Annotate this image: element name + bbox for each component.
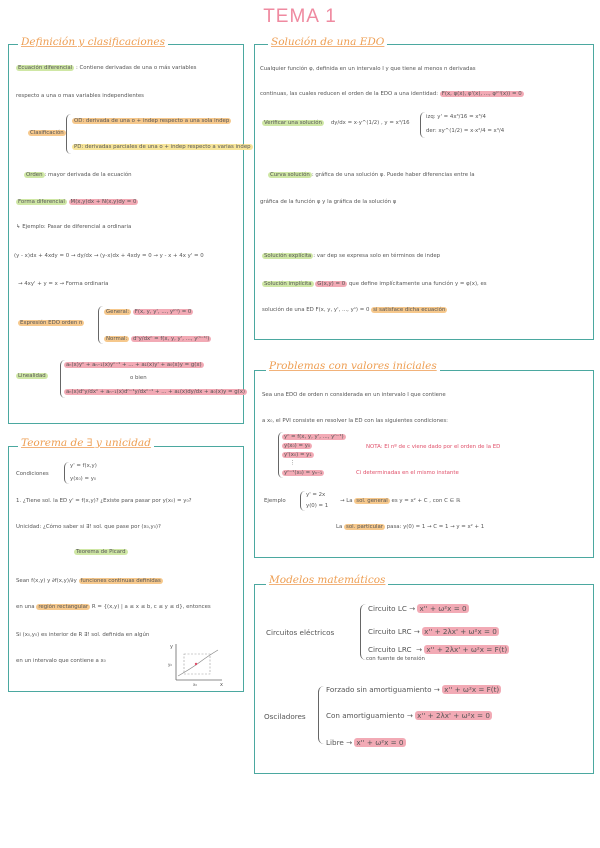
ej1-line: (y - x)dx + 4xdy = 0 → dy/dx → (y-x)dx + 4xdy = 0 → y - x + 4x y' = 0	[14, 253, 204, 259]
ivp-note1: NOTA: El nº de c viene dado por el orden de la ED	[366, 444, 501, 450]
cond2: y(x₀) = y₀	[70, 476, 97, 482]
graph-y-label: y	[170, 644, 173, 650]
ejemplo-line: ↳ Ejemplo: Pasar de diferencial a ordinaria	[16, 224, 132, 230]
cond-label: Condiciones	[16, 471, 49, 477]
osc-o3: Libre → x'' + ω²x = 0	[326, 738, 404, 747]
section-definitions-title: Definición y clasificaciones	[18, 36, 168, 48]
section-theorem-title: Teorema de ∃ y unicidad	[18, 437, 154, 449]
cond1: y' = f(x,y)	[70, 463, 97, 469]
general-line: General: F(x, y, y', ..., y⁽ⁿ⁾) = 0	[106, 309, 192, 315]
ecdif-line-2: respecto a una o mas variables independientes	[16, 93, 144, 99]
circ-label: Circuitos eléctricos	[266, 628, 335, 637]
ivp-sol-part: La sol. particular pasa: y(0) = 1 → C = 1 → y = x² + 1	[336, 524, 485, 530]
ivp-ej-label: Ejemplo	[264, 498, 286, 504]
clasif-brace	[66, 114, 71, 154]
verif-brace	[420, 112, 425, 138]
forma-line: Forma diferencial M(x,y)dx + N(x,y)dy = 0	[18, 199, 137, 205]
section-models-title: Modelos matemáticos	[266, 574, 388, 586]
linealidad-label: Linealidad	[18, 373, 46, 379]
circ-brace	[360, 604, 366, 660]
thm-t4: en un intervalo que contiene a x₀	[16, 658, 106, 664]
implicita-line-2: solución de una ED F(x, y, y', ..., yⁿ) = 0 si satisface dicha ecuación	[262, 307, 446, 313]
curva-line: Curva solución : gráfica de una solución φ. Puede haber diferencias entre la	[270, 172, 475, 178]
orden-line: Orden : mayor derivada de la ecuación	[26, 172, 132, 178]
thm-title: Teorema de Picard	[76, 549, 126, 555]
ivp-p1: Sea una EDO de orden n considerada en un intervalo I que contiene	[262, 392, 446, 398]
page-title: TEMA 1	[263, 6, 337, 27]
osc-o1: Forzado sin amortiguamiento → x'' + ω²x = F(t)	[326, 685, 500, 694]
osc-o2: Con amortiguamiento → x'' + 2λx' + ω²x = 0	[326, 711, 490, 720]
verif-line: Verificar una solución dy/dx = x·y^(1/2) , y = x⁴/16	[264, 120, 410, 126]
verif-r1: izq: y' = 4x³/16 = x³/4	[426, 114, 486, 120]
ecdif-line	[16, 65, 196, 72]
ivp-cond1: yⁿ = f(x, y, y', ..., yⁿ⁻¹)	[284, 434, 344, 440]
thm-t3: Si (x₀,y₀) es interior de R ∃! sol. definida en algún	[16, 632, 150, 638]
circ-c2: Circuito LRC → x'' + 2λx' + ω²x = 0	[368, 627, 497, 636]
thm-t2: en una región rectangular R = {(x,y) | a ≤ x ≤ b, c ≤ y ≤ d}, entonces	[16, 604, 211, 610]
section-solution-title: Solución de una EDO	[268, 36, 387, 48]
ivp-ej-brace	[300, 491, 305, 511]
clasif-pd: PD: derivadas parciales de una o + indep respecto a varias indep	[74, 144, 251, 150]
explicita-line: Solución explícita : var dep se expresa solo en términos de indep	[264, 253, 441, 259]
circ-c1: Circuito LC → x'' + ω²x = 0	[368, 604, 467, 613]
circ-c3-sub: con fuente de tensión	[366, 656, 425, 662]
expresion-brace	[98, 306, 103, 344]
graph-y0-label: y₀	[168, 662, 172, 667]
q2: Unicidad: ¿Cómo saber si ∃! sol. que pase por (x₀,y₀)?	[16, 524, 161, 530]
graph-x-label: x	[220, 682, 223, 686]
implicita-line: Solución implícita G(x,y) = 0 que define implícitamente una función y = φ(x), es	[264, 281, 487, 287]
picard-graph	[166, 640, 226, 686]
section-ivp-title: Problemas con valores iniciales	[266, 360, 440, 372]
lin-o: o bien	[130, 375, 147, 381]
lin-eq2: aₙ(x)dⁿy/dxⁿ + aₙ₋₁(x)dⁿ⁻¹y/dxⁿ⁻¹ + ... + a₁(x)dy/dx + a₀(x)y = g(x)	[66, 389, 246, 395]
ivp-note2: Ci determinadas en el mismo instante	[356, 470, 459, 476]
ivp-cond3: y'(x₀) = y₁	[284, 452, 312, 458]
sol-p1: Cualquier función φ, definida en un intervalo I y que tiene al menos n derivadas	[260, 66, 476, 72]
ivp-ej-sys1: y' = 2x	[306, 492, 326, 498]
verif-r2: der: xy^(1/2) = x·x²/4 = x³/4	[426, 128, 505, 134]
ivp-cond5: yⁿ⁻¹(x₀) = yₙ₋₁	[284, 470, 323, 476]
thm-t1: Sean f(x,y) y ∂f(x,y)/∂y funciones continuas definidas	[16, 578, 161, 584]
sol-p2: continuas, las cuales reducen el orden de la EDO a una identidad: F(x, φ(x), φ'(x), ..., φ⁽ⁿ⁾(x)) = 0	[260, 91, 522, 97]
ivp-p2: a x₀, el PVI consiste en resolver la ED con las siguientes condiciones:	[262, 418, 448, 424]
ecdif-def: : Contiene derivadas de una o más variables	[75, 65, 197, 71]
section-solution	[254, 44, 594, 340]
curva-line-2: gráfica de la función φ y la gráfica de la solución φ	[260, 199, 397, 205]
osc-label: Osciladores	[264, 712, 306, 721]
clasif-label: Clasificación	[30, 130, 64, 136]
ej2-line: → 4xy' + y = x → Forma ordinaria	[18, 281, 109, 287]
normal-line: Normal: dⁿy/dxⁿ = f(x, y, y', ..., y⁽ⁿ⁻¹⁾)	[106, 336, 210, 342]
ivp-ej-sys2: y(0) = 1	[306, 503, 329, 509]
osc-brace	[318, 686, 324, 744]
graph-x0-label: x₀	[193, 682, 197, 686]
clasif-ord: OD: derivada de una o + indep respecto a una sola indep	[74, 118, 230, 124]
ivp-sol-gen: → La sol. general es y = x² + C , con C ∈ ℝ	[340, 498, 461, 504]
graph-point	[195, 663, 197, 665]
q1: 1. ¿Tiene sol. la ED y' = f(x,y)? ¿Existe para pasar por y(x₀) = y₀?	[16, 498, 192, 504]
expresion-label: Expresión EDO orden n	[20, 320, 83, 326]
cond-brace	[64, 462, 69, 484]
lin-eq1: aₙ(x)yⁿ + aₙ₋₁(x)yⁿ⁻¹ + ... + a₁(x)y' + a₀(x)y = g(x)	[66, 362, 202, 368]
ivp-cond2: y(x₀) = y₀	[284, 443, 311, 449]
ecdif-term: Ecuación diferencial	[18, 65, 73, 71]
ivp-cond4: ⋮	[290, 460, 296, 466]
circ-c3: Circuito LRC → x'' + 2λx' + ω²x = F(t)	[368, 645, 508, 654]
